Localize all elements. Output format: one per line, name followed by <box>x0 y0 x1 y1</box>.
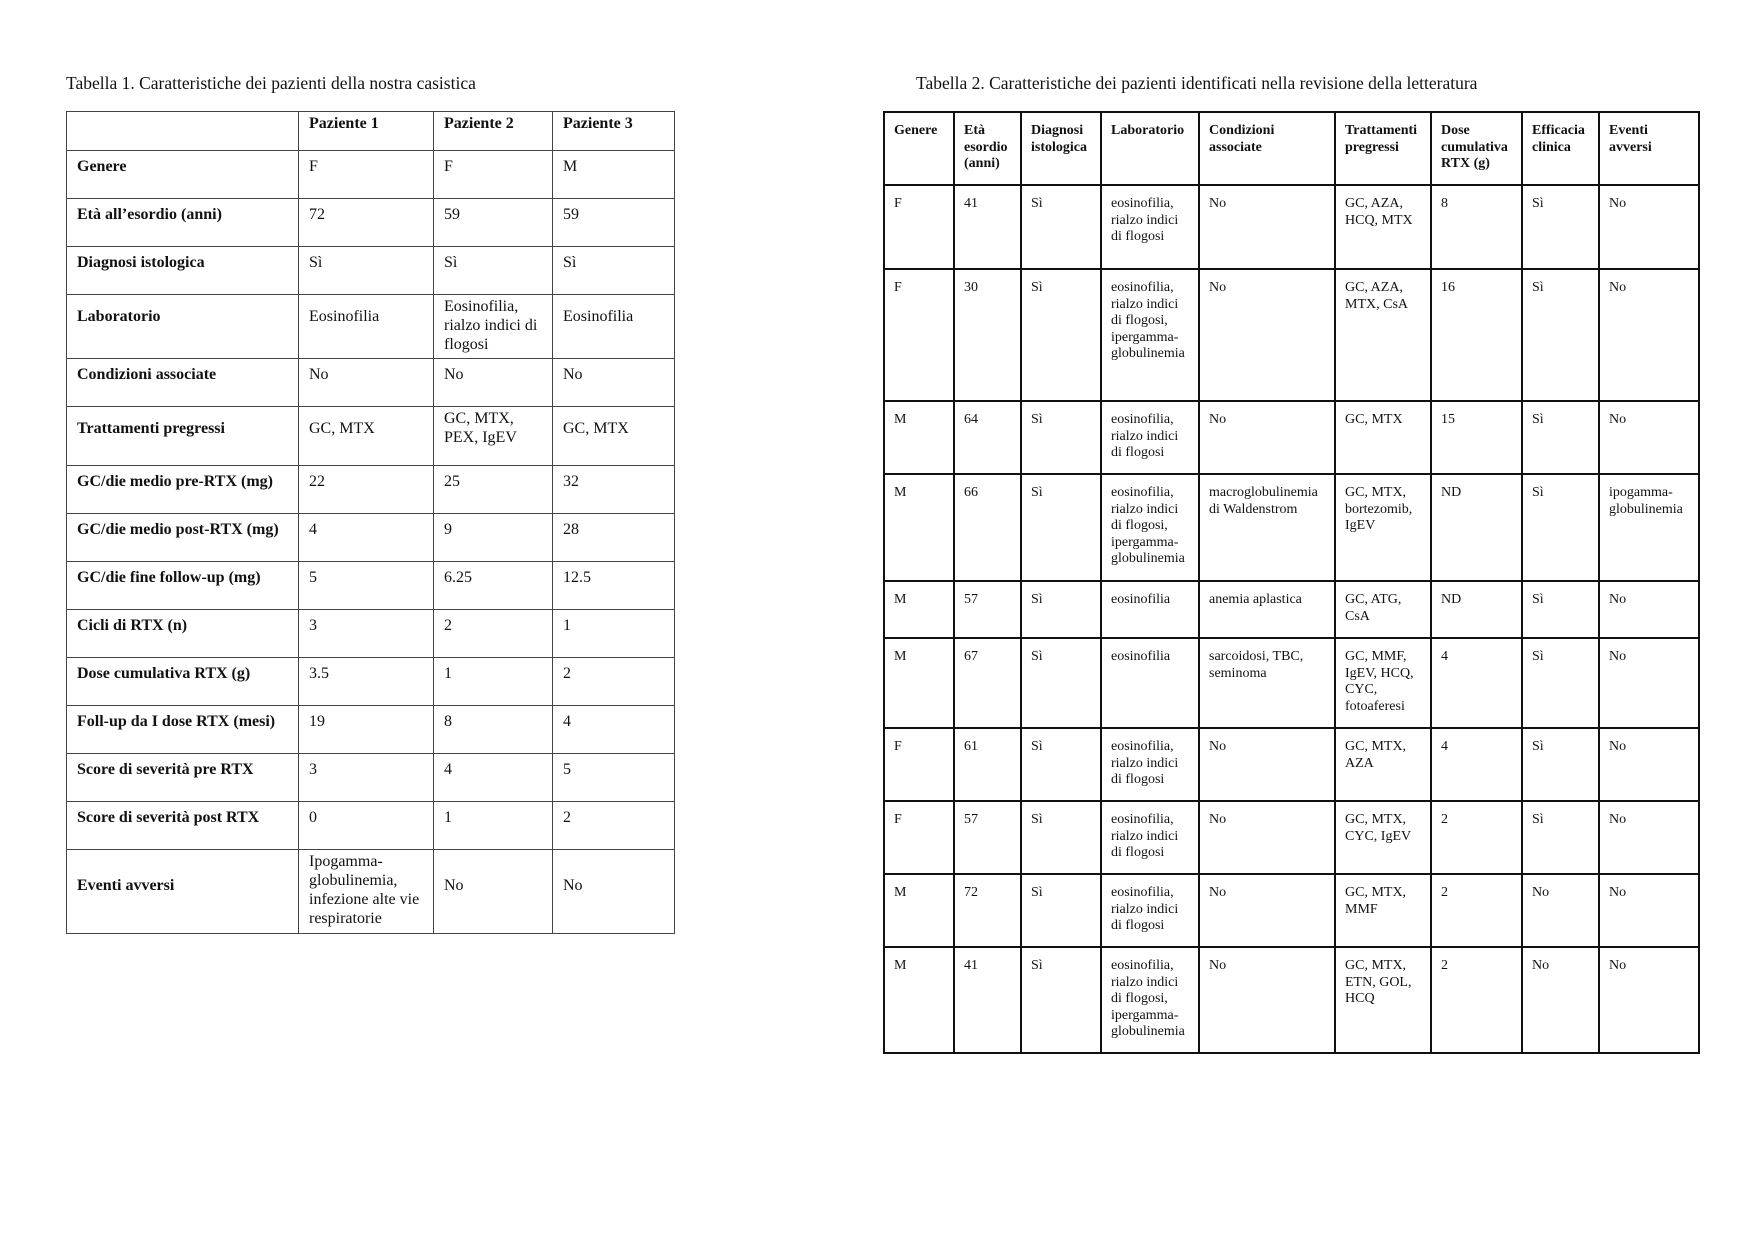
table1-header-cell <box>67 112 299 151</box>
table-cell: Sì <box>1021 474 1101 581</box>
table-row <box>67 610 675 658</box>
table-cell: Sì <box>1522 728 1599 801</box>
table-cell: ND <box>1431 581 1522 638</box>
table-row <box>67 199 675 247</box>
table-cell: Eosinofilia <box>299 295 434 359</box>
table-cell: F <box>884 728 954 801</box>
table-cell: No <box>1522 874 1599 947</box>
table-cell: No <box>1599 874 1699 947</box>
table-cell: Sì <box>1021 874 1101 947</box>
table2-header-cell: Efficacia clinica <box>1522 112 1599 185</box>
table-cell: F <box>884 185 954 269</box>
table-cell: GC, MTX, bortezomib, IgEV <box>1335 474 1431 581</box>
table-cell: 19 <box>299 706 434 754</box>
table-cell: Sì <box>1021 185 1101 269</box>
table-row <box>67 562 675 610</box>
table-cell: No <box>1522 947 1599 1053</box>
table-cell: F <box>434 151 553 199</box>
table-cell: 4 <box>1431 728 1522 801</box>
table-cell: 12.5 <box>553 562 675 610</box>
table-cell: eosinofilia, rialzo indici di flogosi <box>1101 185 1199 269</box>
table-cell: Sì <box>1021 947 1101 1053</box>
table-row <box>67 466 675 514</box>
table-cell: 2 <box>1431 801 1522 874</box>
table-cell: 64 <box>954 401 1021 474</box>
table-cell: No <box>1599 269 1699 401</box>
table-cell: Sì <box>1522 638 1599 728</box>
table-cell: eosinofilia, rialzo indici di flogosi, ipergamma-globulinemia <box>1101 947 1199 1053</box>
table-row <box>884 401 1699 474</box>
table-cell: 1 <box>553 610 675 658</box>
table-cell: eosinofilia <box>1101 581 1199 638</box>
table-cell: GC, MTX <box>553 407 675 466</box>
table-cell: No <box>1199 728 1335 801</box>
table-cell: No <box>1199 401 1335 474</box>
table-cell: 57 <box>954 581 1021 638</box>
table-row <box>67 407 675 466</box>
table-cell: M <box>884 401 954 474</box>
table-cell: Eosinofilia, rialzo indici di flogosi <box>434 295 553 359</box>
table-cell: sarcoidosi, TBC, seminoma <box>1199 638 1335 728</box>
table-cell: No <box>553 850 675 934</box>
table-row <box>884 638 1699 728</box>
table-cell: No <box>1599 638 1699 728</box>
table-cell: 1 <box>434 658 553 706</box>
table2-header-cell: Eventi avversi <box>1599 112 1699 185</box>
row-label: Dose cumulativa RTX (g) <box>67 658 299 706</box>
table-cell: eosinofilia, rialzo indici di flogosi <box>1101 801 1199 874</box>
table-cell: GC, AZA, HCQ, MTX <box>1335 185 1431 269</box>
table-cell: GC, MMF, IgEV, HCQ, CYC, fotoaferesi <box>1335 638 1431 728</box>
table1-header-cell: Paziente 1 <box>299 112 434 151</box>
table2-header-cell: Dose cumulativa RTX (g) <box>1431 112 1522 185</box>
table-cell: GC, ATG, CsA <box>1335 581 1431 638</box>
table-cell: 1 <box>434 802 553 850</box>
table-cell: 67 <box>954 638 1021 728</box>
table-row <box>884 947 1699 1053</box>
table-row <box>67 247 675 295</box>
table2-header-cell: Laboratorio <box>1101 112 1199 185</box>
table-cell: 66 <box>954 474 1021 581</box>
table-cell: No <box>434 359 553 407</box>
table-cell: 59 <box>553 199 675 247</box>
table-cell: 28 <box>553 514 675 562</box>
table-cell: Sì <box>1021 801 1101 874</box>
table2-caption: Tabella 2. Caratteristiche dei pazienti identificati nella revisione della letteratura <box>916 73 1478 93</box>
table-cell: GC, MTX <box>1335 401 1431 474</box>
table2-header-row <box>884 112 1699 185</box>
table-cell: 32 <box>553 466 675 514</box>
table-cell: Sì <box>1522 185 1599 269</box>
table-cell: Sì <box>1021 728 1101 801</box>
row-label: Genere <box>67 151 299 199</box>
table-cell: No <box>1599 185 1699 269</box>
table-cell: anemia aplastica <box>1199 581 1335 638</box>
table-cell: 2 <box>553 802 675 850</box>
table-row <box>884 581 1699 638</box>
table-cell: 5 <box>553 754 675 802</box>
table-row <box>884 801 1699 874</box>
table1-header-cell: Paziente 3 <box>553 112 675 151</box>
table-cell: GC, MTX, ETN, GOL, HCQ <box>1335 947 1431 1053</box>
table-cell: 0 <box>299 802 434 850</box>
table-cell: 25 <box>434 466 553 514</box>
table-cell: No <box>299 359 434 407</box>
table-cell: 15 <box>1431 401 1522 474</box>
table-cell: Sì <box>1021 638 1101 728</box>
table-cell: 3.5 <box>299 658 434 706</box>
table-row <box>67 802 675 850</box>
table-cell: No <box>553 359 675 407</box>
row-label: Condizioni associate <box>67 359 299 407</box>
table-cell: GC, MTX <box>299 407 434 466</box>
table2-header-cell: Età esordio (anni) <box>954 112 1021 185</box>
table-cell: GC, MTX, AZA <box>1335 728 1431 801</box>
row-label: Foll-up da I dose RTX (mesi) <box>67 706 299 754</box>
table-cell: No <box>1199 947 1335 1053</box>
table-cell: GC, AZA, MTX, CsA <box>1335 269 1431 401</box>
table-cell: 4 <box>1431 638 1522 728</box>
table-cell: 16 <box>1431 269 1522 401</box>
table-cell: No <box>1599 728 1699 801</box>
table2-header-cell: Condizioni associate <box>1199 112 1335 185</box>
row-label: Score di severità pre RTX <box>67 754 299 802</box>
table-cell: GC, MTX, MMF <box>1335 874 1431 947</box>
table-row <box>884 269 1699 401</box>
table-cell: No <box>1199 801 1335 874</box>
table-cell: 72 <box>299 199 434 247</box>
table-cell: 30 <box>954 269 1021 401</box>
table-cell: 59 <box>434 199 553 247</box>
table-cell: 2 <box>1431 947 1522 1053</box>
table-cell: Sì <box>1021 269 1101 401</box>
table-cell: Sì <box>1522 269 1599 401</box>
table-cell: Sì <box>1522 801 1599 874</box>
table-cell: F <box>884 801 954 874</box>
table-cell: 6.25 <box>434 562 553 610</box>
table-row <box>67 850 675 934</box>
table1-patient-characteristics <box>66 111 675 934</box>
table1-caption: Tabella 1. Caratteristiche dei pazienti della nostra casistica <box>66 73 476 93</box>
table-cell: 22 <box>299 466 434 514</box>
table1-header-row <box>67 112 675 151</box>
table-cell: 8 <box>434 706 553 754</box>
table-cell: 4 <box>553 706 675 754</box>
table-cell: 3 <box>299 610 434 658</box>
table-cell: eosinofilia, rialzo indici di flogosi <box>1101 728 1199 801</box>
table-cell: eosinofilia, rialzo indici di flogosi, ipergamma-globulinemia <box>1101 474 1199 581</box>
table-cell: No <box>1599 581 1699 638</box>
table-cell: ND <box>1431 474 1522 581</box>
table-row <box>884 728 1699 801</box>
table-cell: Sì <box>299 247 434 295</box>
table-cell: 61 <box>954 728 1021 801</box>
table-cell: 41 <box>954 185 1021 269</box>
table-cell: 5 <box>299 562 434 610</box>
table-row <box>67 359 675 407</box>
row-label: GC/die fine follow-up (mg) <box>67 562 299 610</box>
table-cell: 72 <box>954 874 1021 947</box>
table-row <box>67 658 675 706</box>
table-cell: 8 <box>1431 185 1522 269</box>
table-row <box>67 151 675 199</box>
table-cell: 2 <box>553 658 675 706</box>
table2-header-cell: Diagnosi istologica <box>1021 112 1101 185</box>
table-row <box>884 185 1699 269</box>
table-cell: M <box>884 474 954 581</box>
table-cell: Sì <box>1021 401 1101 474</box>
table-cell: eosinofilia, rialzo indici di flogosi <box>1101 401 1199 474</box>
table-cell: F <box>299 151 434 199</box>
table-cell: Sì <box>553 247 675 295</box>
table2-literature-patients <box>883 111 1700 1054</box>
table-cell: 2 <box>1431 874 1522 947</box>
table-cell: 4 <box>299 514 434 562</box>
table-cell: eosinofilia <box>1101 638 1199 728</box>
table2-header-cell: Trattamenti pregressi <box>1335 112 1431 185</box>
row-label: GC/die medio pre-RTX (mg) <box>67 466 299 514</box>
row-label: Diagnosi istologica <box>67 247 299 295</box>
table-cell: eosinofilia, rialzo indici di flogosi <box>1101 874 1199 947</box>
row-label: Cicli di RTX (n) <box>67 610 299 658</box>
table-cell: Ipogamma-globulinemia, infezione alte vie respiratorie <box>299 850 434 934</box>
table-cell: 57 <box>954 801 1021 874</box>
table-cell: eosinofilia, rialzo indici di flogosi, ipergamma-globulinemia <box>1101 269 1199 401</box>
table-row <box>67 295 675 359</box>
table-cell: No <box>1599 801 1699 874</box>
row-label: Età all’esordio (anni) <box>67 199 299 247</box>
table-row <box>67 514 675 562</box>
table-cell: F <box>884 269 954 401</box>
row-label: GC/die medio post-RTX (mg) <box>67 514 299 562</box>
row-label: Laboratorio <box>67 295 299 359</box>
table-cell: macroglobulinemia di Waldenstrom <box>1199 474 1335 581</box>
table-cell: 9 <box>434 514 553 562</box>
table-cell: Sì <box>1522 581 1599 638</box>
table-cell: No <box>434 850 553 934</box>
table-row <box>67 706 675 754</box>
table-cell: M <box>553 151 675 199</box>
table-cell: No <box>1199 185 1335 269</box>
table-row <box>884 474 1699 581</box>
table-cell: Sì <box>1522 474 1599 581</box>
table-cell: M <box>884 638 954 728</box>
table-cell: 41 <box>954 947 1021 1053</box>
table-cell: Sì <box>1522 401 1599 474</box>
table-cell: Sì <box>434 247 553 295</box>
table2-header-cell: Genere <box>884 112 954 185</box>
row-label: Score di severità post RTX <box>67 802 299 850</box>
table-cell: No <box>1599 947 1699 1053</box>
table-cell: M <box>884 581 954 638</box>
table-cell: No <box>1199 269 1335 401</box>
table-row <box>67 754 675 802</box>
table-cell: ipogamma-globulinemia <box>1599 474 1699 581</box>
table-cell: 3 <box>299 754 434 802</box>
table-cell: GC, MTX, CYC, IgEV <box>1335 801 1431 874</box>
table-cell: M <box>884 947 954 1053</box>
table-cell: Eosinofilia <box>553 295 675 359</box>
table-cell: No <box>1599 401 1699 474</box>
table-cell: No <box>1199 874 1335 947</box>
row-label: Trattamenti pregressi <box>67 407 299 466</box>
table-cell: Sì <box>1021 581 1101 638</box>
table-row <box>884 874 1699 947</box>
table-cell: 2 <box>434 610 553 658</box>
table-cell: 4 <box>434 754 553 802</box>
table-cell: GC, MTX, PEX, IgEV <box>434 407 553 466</box>
table-cell: M <box>884 874 954 947</box>
row-label: Eventi avversi <box>67 850 299 934</box>
table1-header-cell: Paziente 2 <box>434 112 553 151</box>
